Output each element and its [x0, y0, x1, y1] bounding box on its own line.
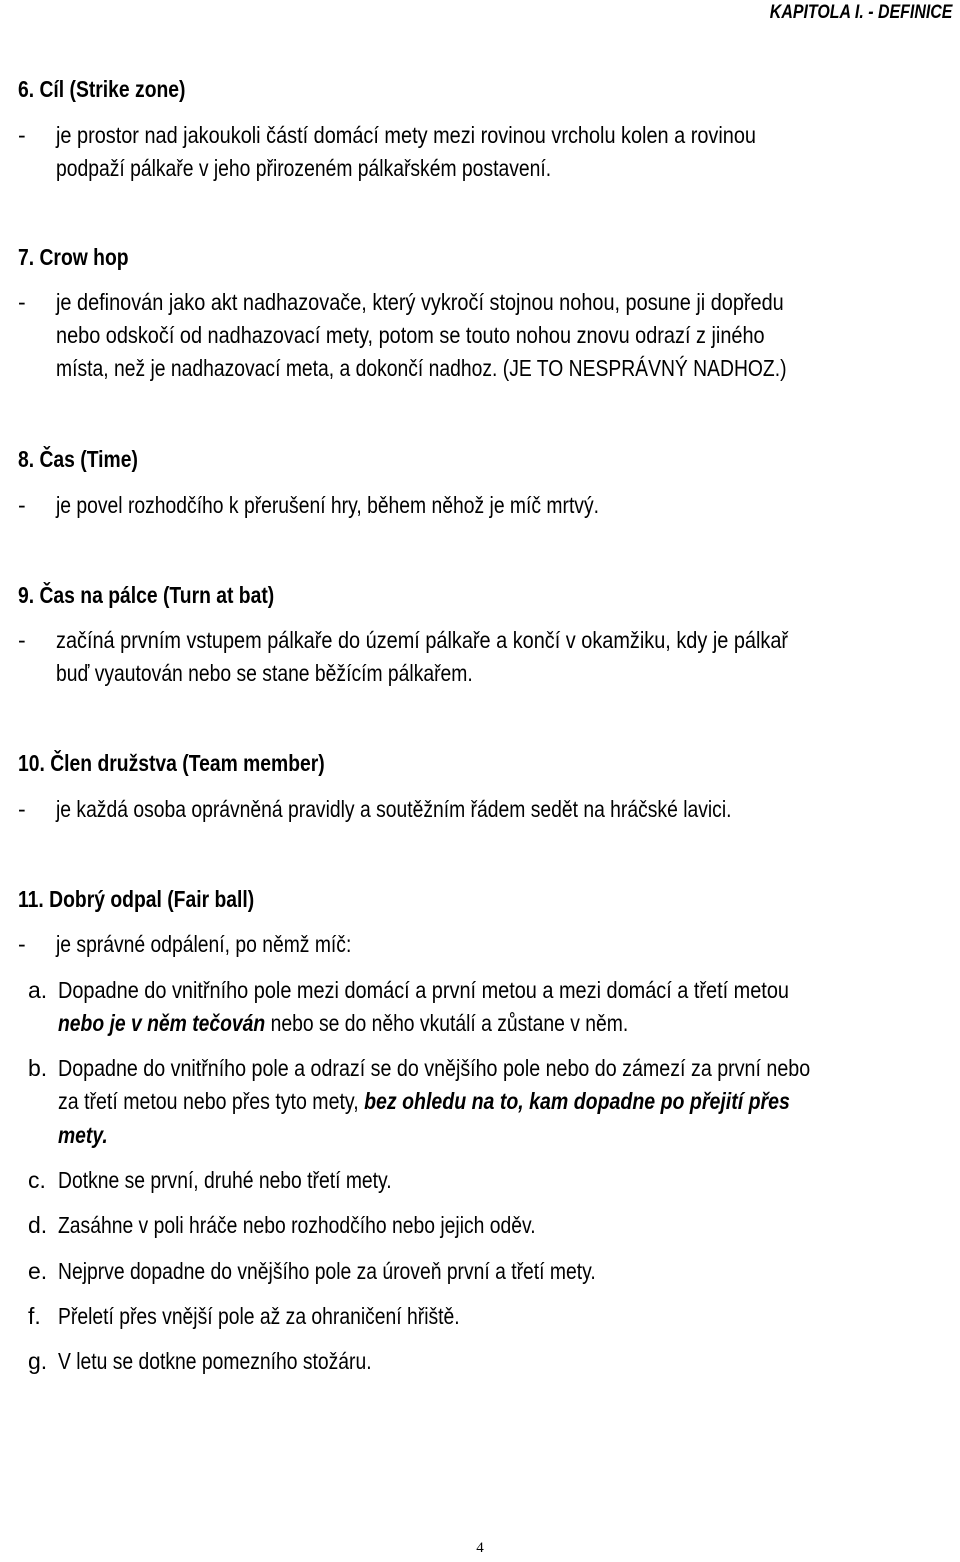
item-d-label: d. — [28, 1212, 48, 1238]
section-6-title: 6. Cíl (Strike zone) — [18, 76, 186, 102]
section-8-line-1: je povel rozhodčího k přerušení hry, během něhož je míč mrtvý. — [56, 492, 600, 518]
dash-marker: - — [18, 122, 26, 148]
section-7-line-2: nebo odskočí od nadhazovací mety, potom se touto nohou znovu odrazí z jiného — [56, 322, 765, 348]
item-b-line-1: Dopadne do vnitřního pole a odrazí se do vnějšího pole nebo do zámezí za první nebo — [58, 1055, 811, 1081]
item-e-text: Nejprve dopadne do vnějšího pole za úroveň první a třetí mety. — [58, 1258, 596, 1284]
item-f-label: f. — [28, 1303, 41, 1329]
dash-marker: - — [18, 289, 26, 315]
item-c-text: Dotkne se první, druhé nebo třetí mety. — [58, 1167, 392, 1193]
item-b-line-3: mety. — [58, 1122, 108, 1148]
item-a-line-2 — [58, 1010, 628, 1037]
dash-marker: - — [18, 796, 26, 822]
section-11-intro: je správné odpálení, po němž míč: — [56, 931, 352, 957]
item-b-label: b. — [28, 1055, 48, 1081]
item-a-line-1: Dopadne do vnitřního pole mezi domácí a první metou a mezi domácí a třetí metou — [58, 977, 789, 1003]
item-a-emphasis: nebo je v něm tečován — [58, 1010, 266, 1036]
section-9-line-1: začíná prvním vstupem pálkaře do území pálkaře a končí v okamžiku, kdy je pálkař — [56, 627, 789, 653]
section-9-line-2: buď vyautován nebo se stane běžícím pálkařem. — [56, 660, 473, 686]
section-8-title: 8. Čas (Time) — [18, 446, 138, 472]
item-f-text: Přeletí přes vnější pole až za ohraničení hřiště. — [58, 1303, 460, 1329]
item-a-line-2-rest: nebo se do něho vkutálí a zůstane v něm. — [265, 1010, 629, 1036]
section-7-line-3: místa, než je nadhazovací meta, a dokončí nadhoz. (JE TO NESPRÁVNÝ NADHOZ.) — [56, 355, 787, 381]
item-b-line-2 — [58, 1088, 790, 1115]
dash-marker: - — [18, 627, 26, 653]
item-a-label: a. — [28, 977, 48, 1003]
section-10-line-1: je každá osoba oprávněná pravidly a soutěžním řádem sedět na hráčské lavici. — [56, 796, 732, 822]
section-7-title: 7. Crow hop — [18, 244, 129, 270]
section-6-line-2: podpaží pálkaře v jeho přirozeném pálkařském postavení. — [56, 155, 552, 181]
section-11-title: 11. Dobrý odpal (Fair ball) — [18, 886, 255, 912]
section-10-title: 10. Člen družstva (Team member) — [18, 750, 325, 776]
item-g-text: V letu se dotkne pomezního stožáru. — [58, 1348, 372, 1374]
item-c-label: c. — [28, 1167, 46, 1193]
page-number: 4 — [476, 1540, 484, 1556]
item-b-emphasis: bez ohledu na to, kam dopadne po přejití přes — [364, 1088, 790, 1114]
section-6-line-1: je prostor nad jakoukoli částí domácí mety mezi rovinou vrcholu kolen a rovinou — [56, 122, 756, 148]
dash-marker: - — [18, 492, 26, 518]
item-g-label: g. — [28, 1348, 48, 1374]
section-9-title: 9. Čas na pálce (Turn at bat) — [18, 582, 275, 608]
section-7-line-1: je definován jako akt nadhazovače, který vykročí stojnou nohou, posune ji dopředu — [56, 289, 784, 315]
dash-marker: - — [18, 931, 26, 957]
item-b-line-2-plain: za třetí metou nebo přes tyto mety, — [58, 1088, 365, 1114]
item-e-label: e. — [28, 1258, 48, 1284]
item-d-text: Zasáhne v poli hráče nebo rozhodčího nebo jejich oděv. — [58, 1212, 536, 1238]
chapter-header: KAPITOLA I. - DEFINICE — [769, 2, 952, 23]
